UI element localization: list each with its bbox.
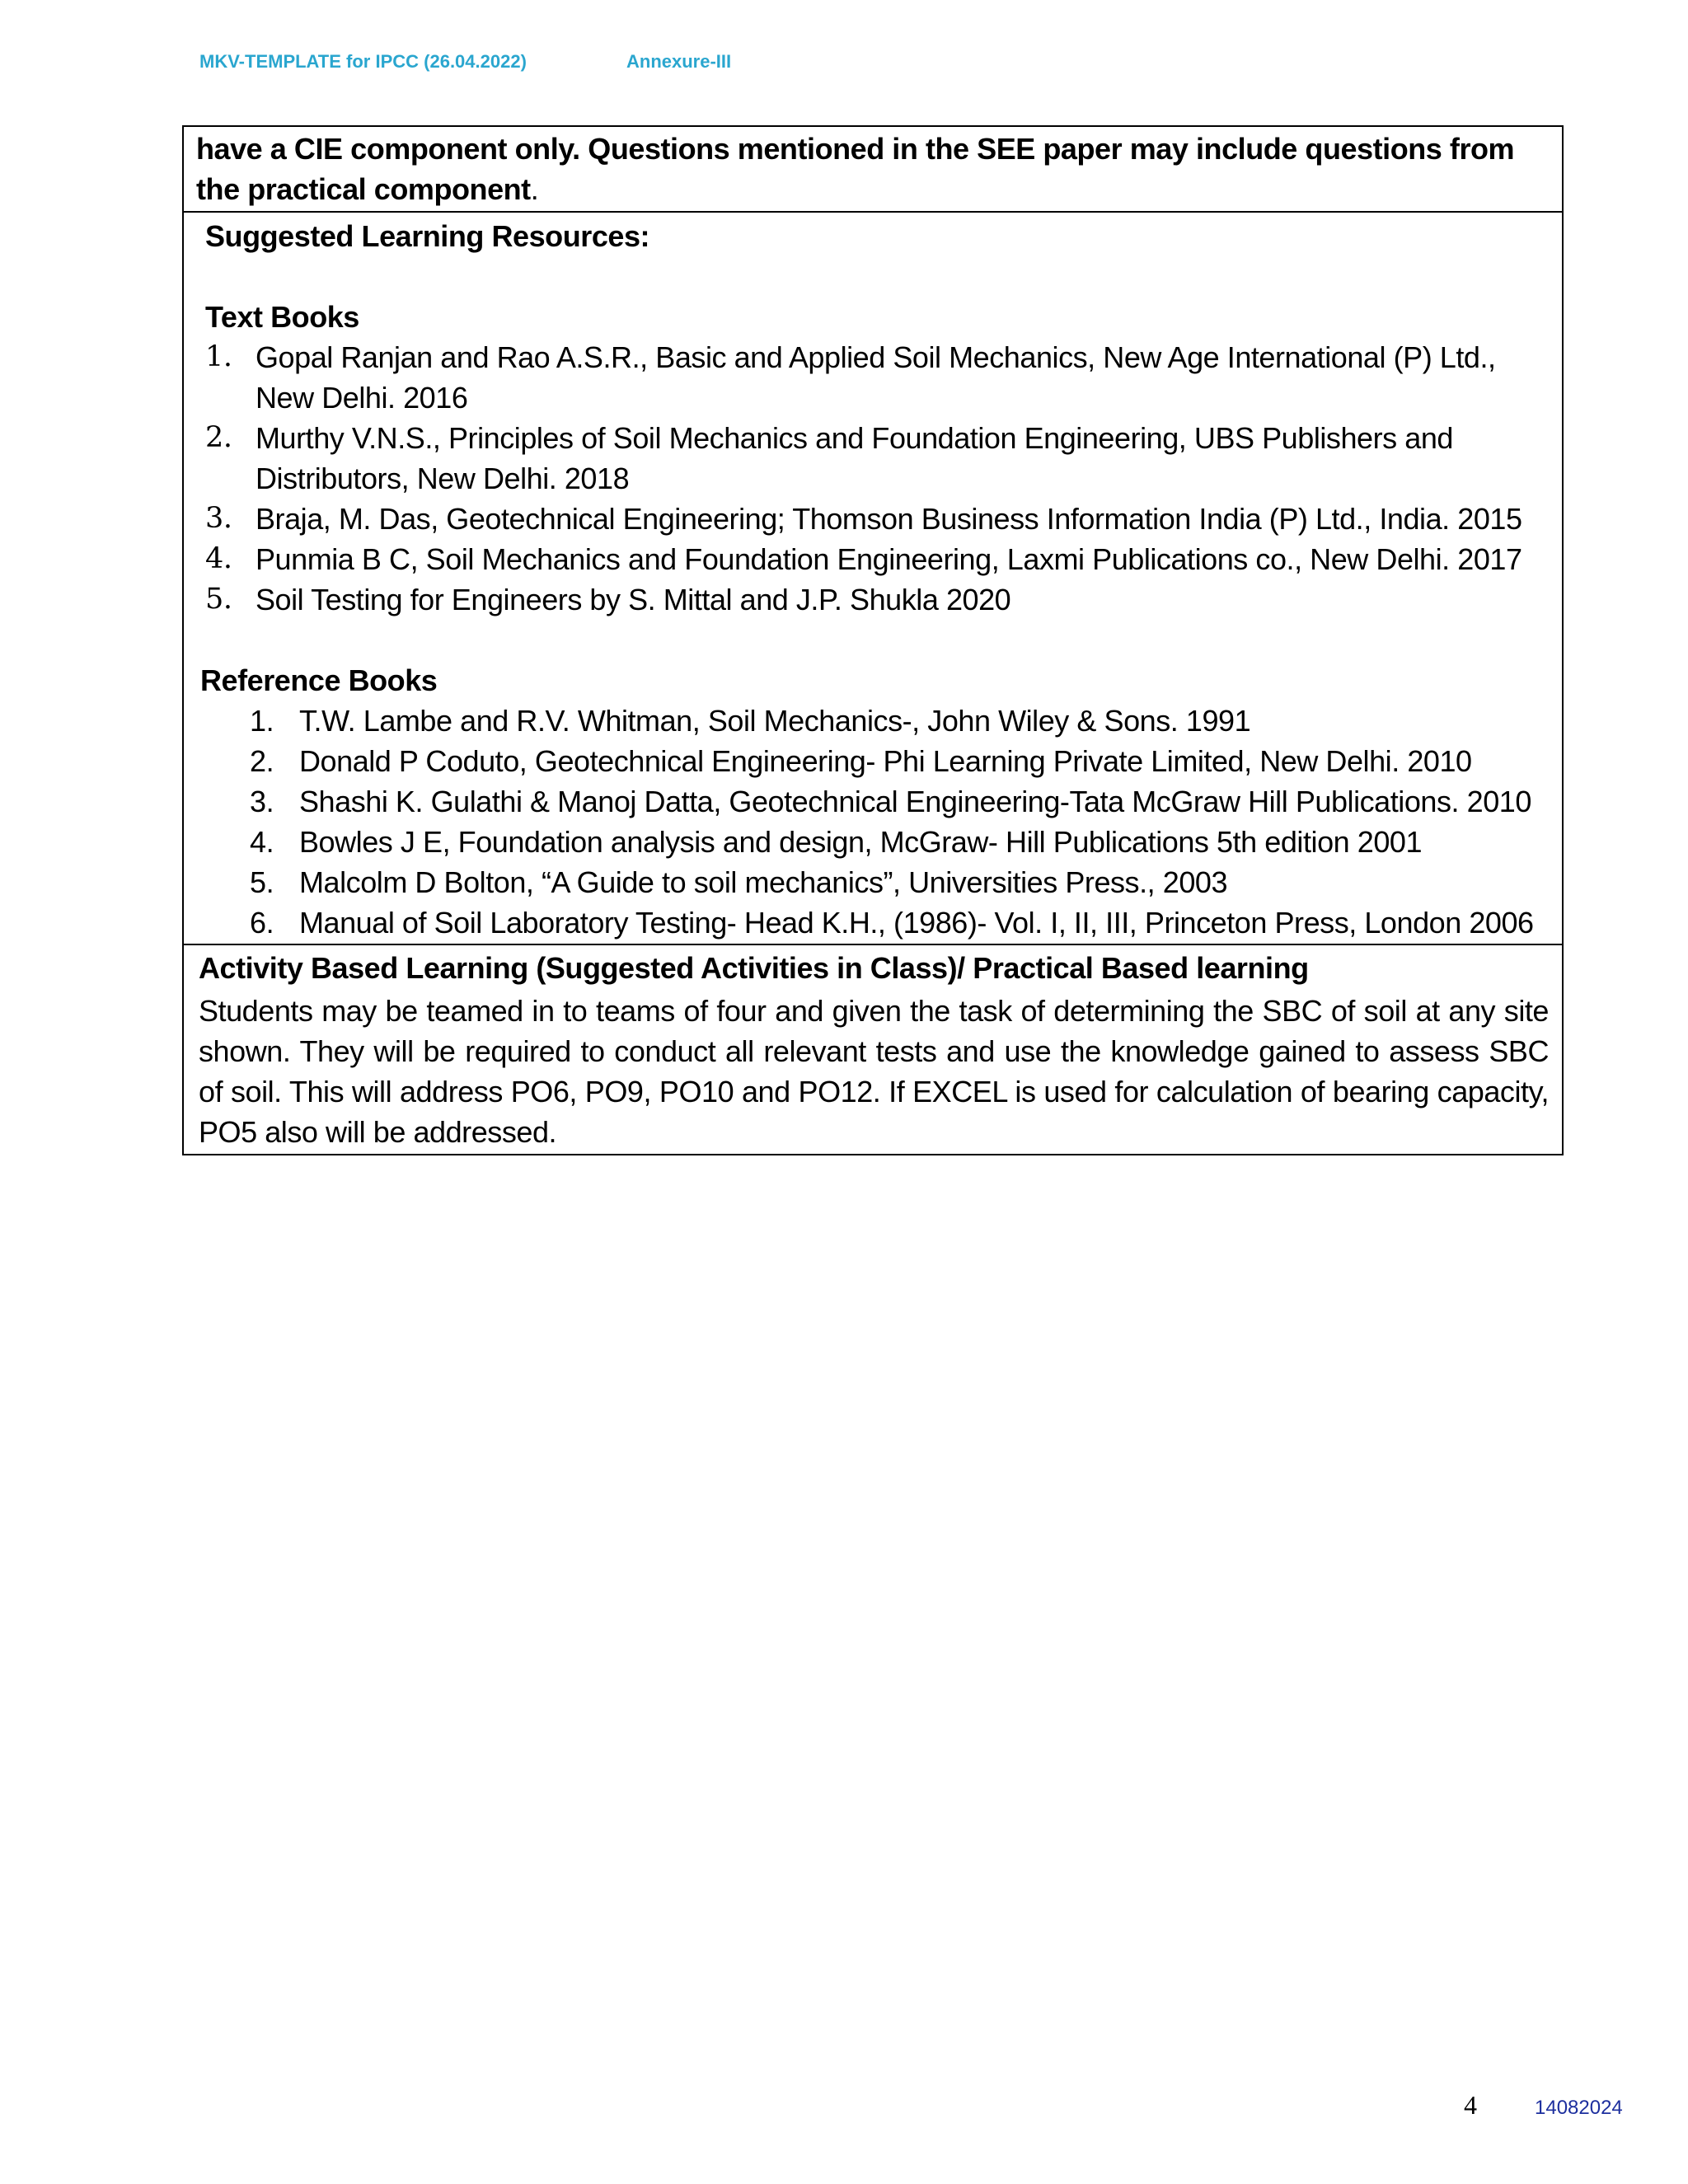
page-number: 4 [1464,2090,1477,2120]
top-note-line-1: have a CIE component only. Questions mentioned in the SEE paper may include questions from [196,132,1515,166]
list-item [250,781,1552,822]
activity-title: Activity Based Learning (Suggested Activities in Class)/ Practical Based learning [199,951,1309,985]
list-item-text: Gopal Ranjan and Rao A.S.R., Basic and Applied Soil Mechanics, New Age International (P) Ltd., New Delhi. 2016 [256,340,1496,415]
list-item-text: Manual of Soil Laboratory Testing- Head K.H., (1986)- Vol. I, II, III, Princeton Press, London 2006 [299,906,1534,940]
reference-books-title: Reference Books [200,663,438,697]
list-item-number: 4. [205,542,232,575]
document-code: 14082024 [1535,2097,1623,2119]
list-item [250,741,1552,781]
list-item-text: Punmia B C, Soil Mechanics and Foundation Engineering, Laxmi Publications co., New Delhi. 2017 [256,542,1522,576]
list-item [205,579,1552,620]
resources-title: Suggested Learning Resources: [205,219,650,253]
list-item-text: Donald P Coduto, Geotechnical Engineering- Phi Learning Private Limited, New Delhi. 2010 [299,744,1472,778]
text-books-list [200,337,1552,620]
list-item-text: Soil Testing for Engineers by S. Mittal and J.P. Shukla 2020 [256,583,1011,616]
list-item-text: Malcolm D Bolton, “A Guide to soil mechanics”, Universities Press., 2003 [299,865,1228,899]
top-note-line-2 [196,169,1552,209]
resources-row [183,212,1563,944]
list-item-text: Bowles J E, Foundation analysis and design, McGraw- Hill Publications 5th edition 2001 [299,825,1423,859]
header-annexure-label: Annexure-III [626,51,732,72]
spacer [200,256,1552,297]
top-note-line-2-bold: the practical component [196,172,531,206]
list-item-number: 4. [250,825,274,859]
list-item-number: 5. [205,583,232,616]
list-item [205,539,1552,579]
list-item-number: 2. [250,744,274,778]
list-item [250,862,1552,902]
text-books-title: Text Books [205,300,359,334]
activity-row [183,944,1563,1155]
activity-body: Students may be teamed in to teams of four and given the task of determining the SBC of soil at any site shown. They will be required to conduct all relevant tests and use the knowledge gained to assess SBC of soil. This will address PO6, PO9, PO10 and PO12. If EXCEL is used for calculation of bearing capacity, PO5 also will be addressed. [199,994,1549,1149]
list-item [250,822,1552,862]
list-item-text: Braja, M. Das, Geotechnical Engineering; Thomson Business Information India (P) Ltd., India. 2015 [256,502,1522,536]
list-item-number: 3. [250,785,274,818]
list-item-text: Murthy V.N.S., Principles of Soil Mechanics and Foundation Engineering, UBS Publishers and Distributors, New Delhi. 2018 [256,421,1453,495]
list-item [205,499,1552,539]
list-item-text: T.W. Lambe and R.V. Whitman, Soil Mechanics-, John Wiley & Sons. 1991 [299,704,1251,738]
spacer [200,620,1552,660]
resources-cell [183,212,1563,944]
list-item-number: 5. [250,865,274,899]
list-item-number: 3. [205,502,232,535]
list-item [205,337,1552,418]
reference-books-list [200,701,1552,943]
list-item-number: 1. [205,340,232,373]
top-note-row [183,126,1563,212]
list-item [250,902,1552,943]
header-template-label: MKV-TEMPLATE for IPCC (26.04.2022) [199,51,527,72]
list-item-number: 6. [250,906,274,940]
syllabus-table [182,125,1564,1155]
activity-cell [183,944,1563,1155]
top-note-cell [183,126,1563,212]
list-item [250,701,1552,741]
list-item-number: 2. [205,421,232,454]
top-note-line-2-tail: . [530,172,539,206]
list-item [205,418,1552,499]
list-item-number: 1. [250,704,274,738]
list-item-text: Shashi K. Gulathi & Manoj Datta, Geotechnical Engineering-Tata McGraw Hill Publications. 2010 [299,785,1531,818]
